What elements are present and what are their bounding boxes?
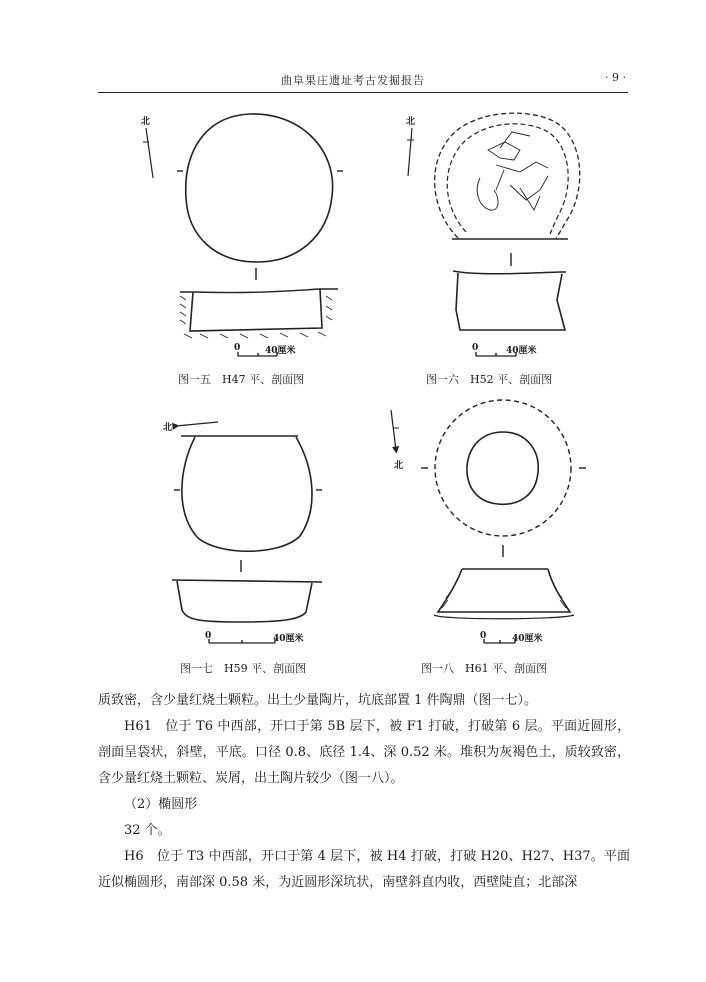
- figure-caption: 图一五 H47 平、剖面图: [178, 373, 305, 386]
- h59-plan-outline: [182, 437, 312, 551]
- figure-16-drawing: [407, 113, 580, 356]
- scale-zero: 0: [234, 343, 241, 353]
- scale-label: 40厘米: [506, 346, 537, 356]
- paragraph: 质致密，含少量红烧土颗粒。出土少量陶片，坑底部置 1 件陶鼎（图一七）。: [98, 693, 538, 708]
- section-heading: （2）椭圆形: [124, 797, 198, 812]
- north-label: 北: [406, 117, 416, 127]
- paragraph: 32 个。: [124, 823, 171, 838]
- h47-section-outline: [190, 289, 322, 331]
- figure-18-drawing: [391, 400, 586, 643]
- scale-label: 40厘米: [273, 634, 304, 644]
- figure-caption: 图一七 H59 平、剖面图: [180, 662, 307, 675]
- figure-17-drawing: [172, 422, 322, 643]
- h61-inner-outline: [467, 432, 538, 504]
- page-number: · 9 ·: [605, 71, 626, 84]
- north-label: 北: [394, 461, 404, 471]
- scale-zero: 0: [472, 343, 479, 353]
- h61-section-outline: [438, 569, 570, 612]
- h59-section-outline: [177, 581, 312, 622]
- figure-15-drawing: [143, 114, 343, 356]
- figure-caption: 图一六 H52 平、剖面图: [426, 373, 553, 386]
- north-label: 北: [163, 423, 173, 433]
- paragraph: H6 位于 T3 中西部，开口于第 4 层下，被 H4 打破，打破 H20、H27、H37。平面近似椭圆形，南部深 0.58 米，为近圆形深坑状，南壁斜直内收，西壁陡直；北部深: [98, 849, 630, 890]
- h52-section-outline: [456, 273, 565, 330]
- body-text: [98, 688, 630, 896]
- scale-zero: 0: [480, 631, 487, 641]
- scale-zero: 0: [205, 631, 212, 641]
- running-header-title: 曲阜果庄遗址考古发掘报告: [281, 74, 425, 87]
- scale-label: 40厘米: [512, 634, 543, 644]
- h61-outer-dashed-circle: [435, 400, 571, 536]
- paragraph: H61 位于 T6 中西部，开口于第 5B 层下，被 F1 打破，打破第 6 层。平面近圆形，剖面呈袋状，斜壁，平底。口径 0.8、底径 1.4、深 0.52 米。堆积为灰褐色土，质较致密，含少量红烧土颗粒、炭屑，出土陶片较少（图一八）。: [98, 719, 630, 786]
- north-label: 北: [141, 117, 151, 127]
- north-arrow-icon: [146, 128, 153, 178]
- h47-plan-outline: [186, 114, 333, 262]
- figure-caption: 图一八 H61 平、剖面图: [421, 662, 548, 675]
- scale-label: 40厘米: [265, 346, 296, 356]
